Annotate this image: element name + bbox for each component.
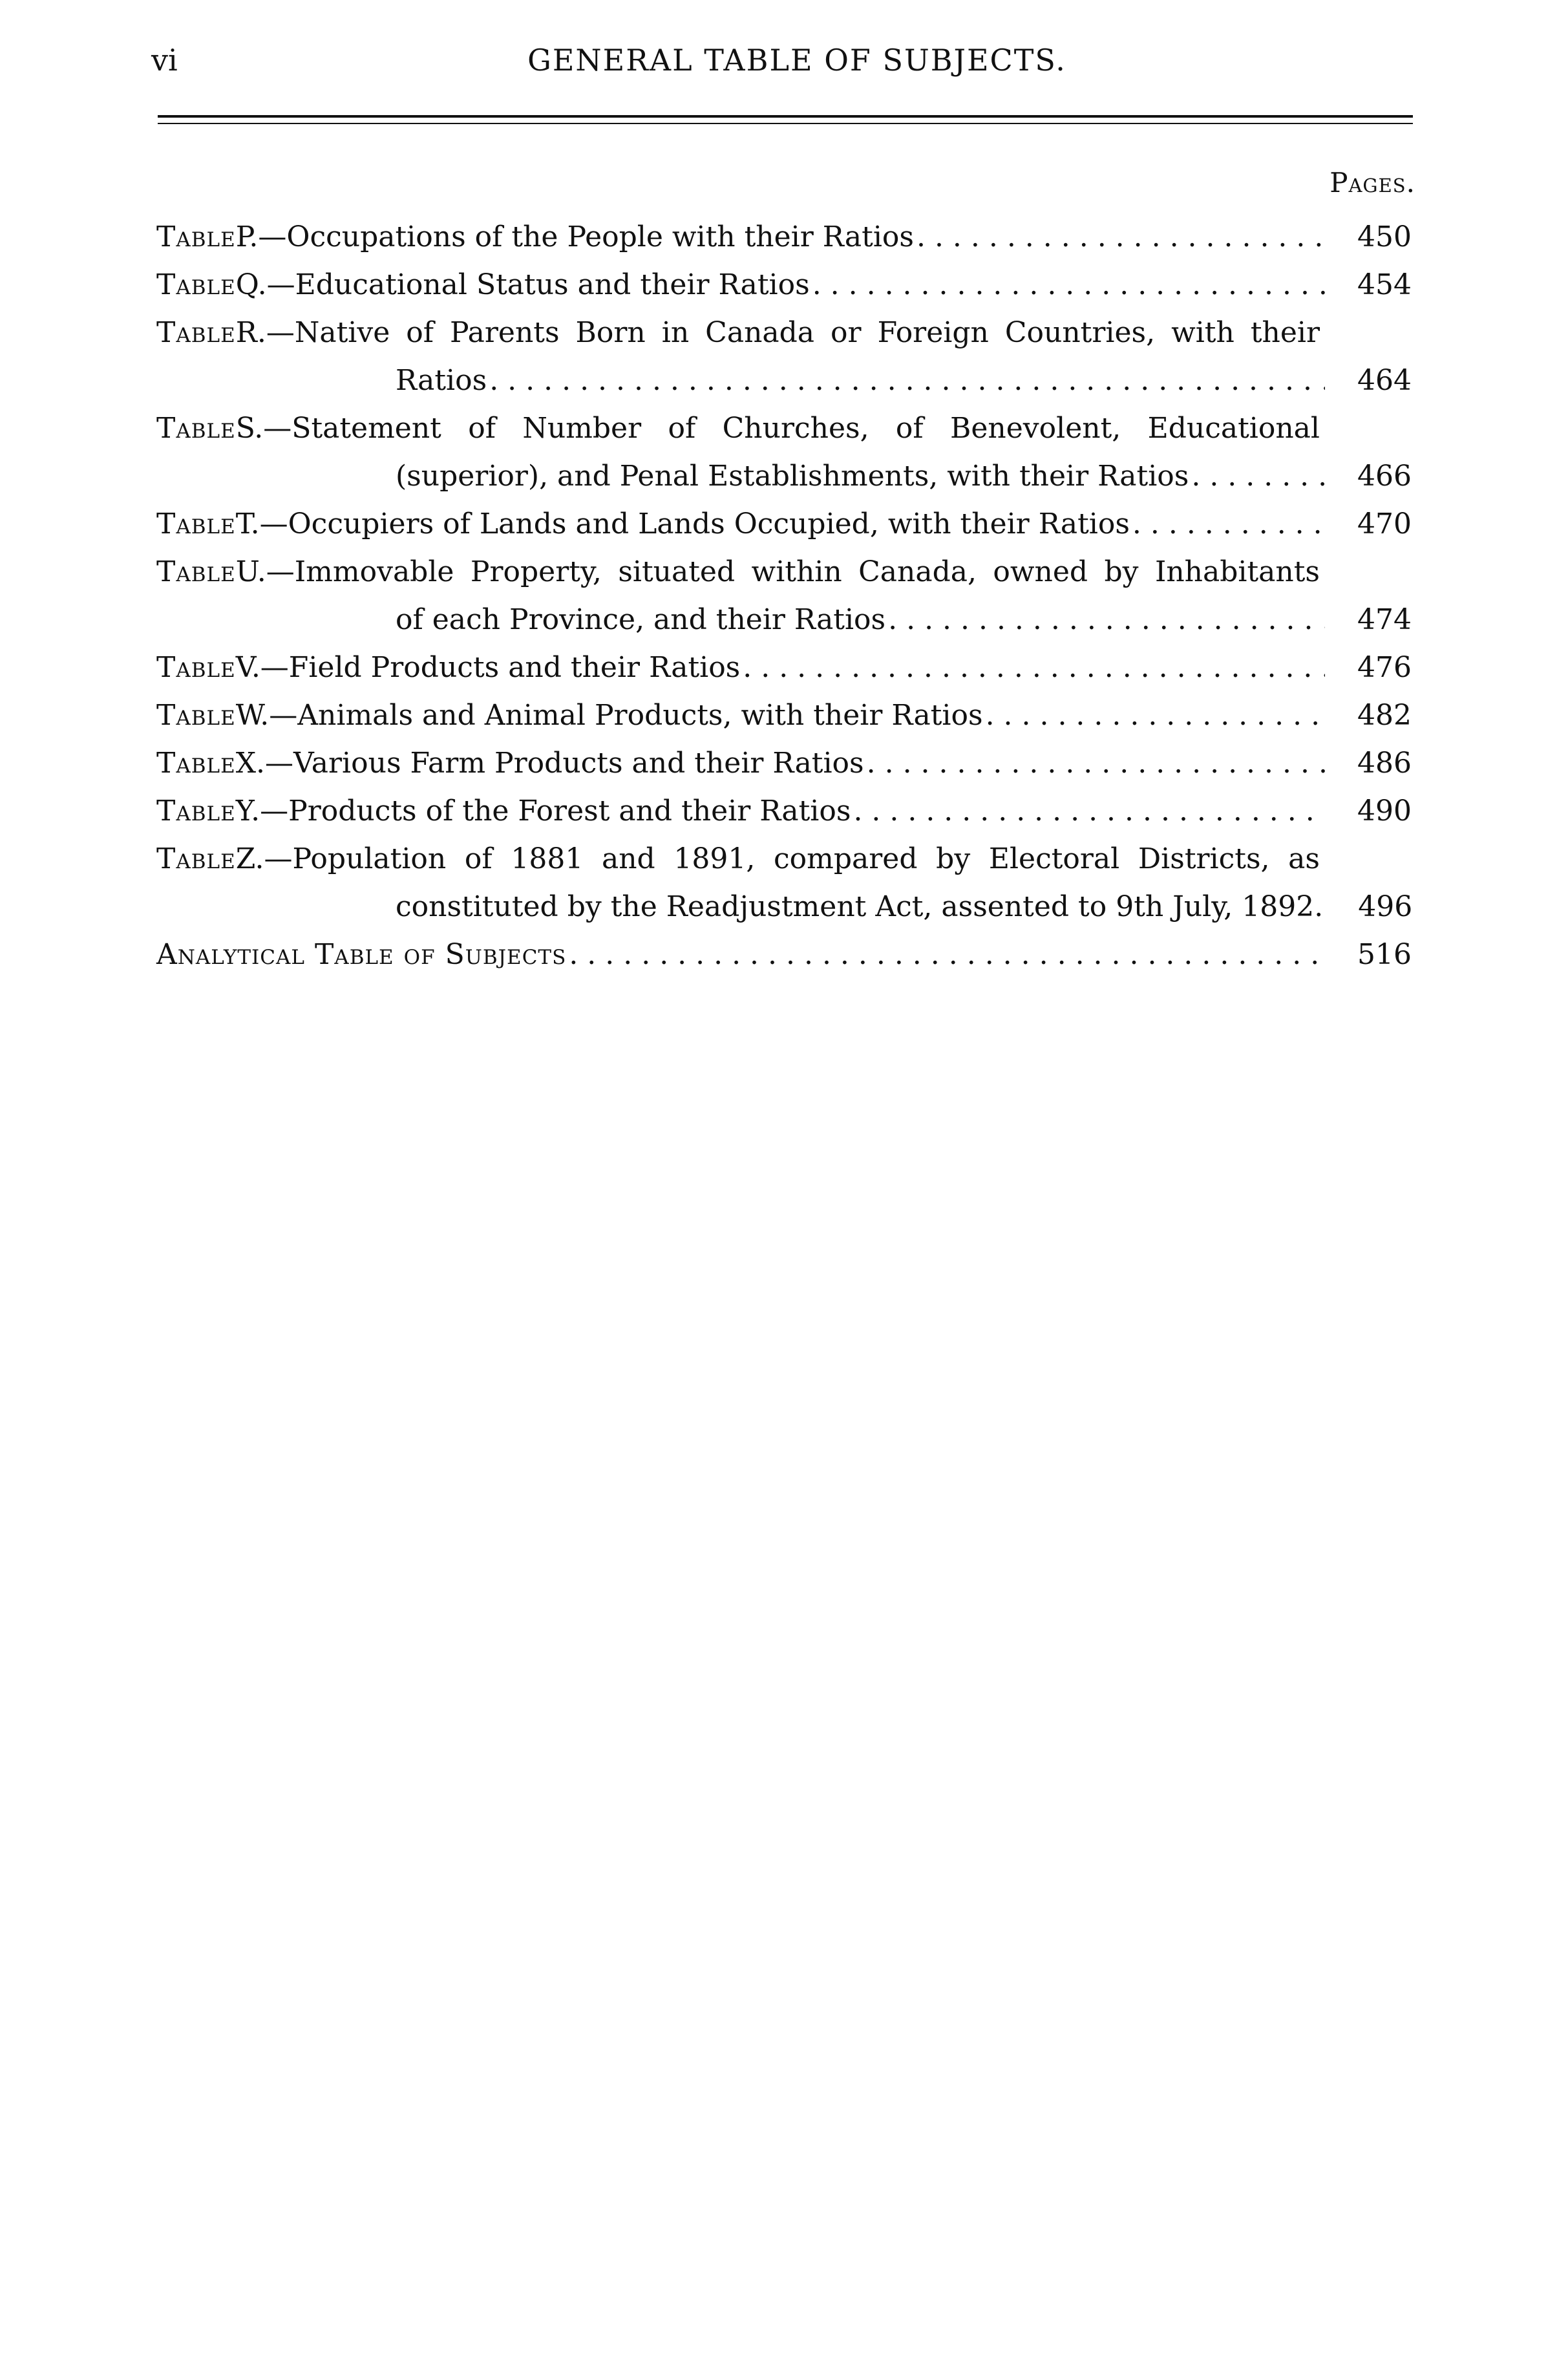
toc-entry-label: Table [156, 699, 236, 732]
toc-entry-title: Z.—Population of 1881 and 1891, compared by Electoral Districts, as [235, 842, 1320, 875]
header-rule-thin [158, 123, 1413, 124]
dot-leader [888, 596, 1325, 644]
toc-entry-title: (superior), and Penal Establishments, with their Ratios [396, 460, 1189, 493]
toc-page-number: 476 [1357, 651, 1412, 684]
toc-entry-line [156, 213, 1412, 261]
toc-entry-title: Ratios [396, 364, 487, 397]
toc-entry-title: Y.—Products of the Forest and their Ratios [235, 795, 851, 828]
toc-entry [156, 644, 1412, 692]
toc-entry-label: Table [156, 412, 236, 445]
toc-entry-line [156, 740, 1412, 787]
toc-entry-label: Table [156, 651, 236, 684]
toc-entry-label: Table [156, 555, 236, 588]
toc-entry-line [156, 309, 1320, 357]
toc-entry [156, 405, 1412, 500]
toc-entry [156, 309, 1412, 405]
header-rule-thick [158, 115, 1413, 118]
toc-page-number: 474 [1357, 603, 1412, 636]
toc-entry-title: R.—Native of Parents Born in Canada or Foreign Countries, with their [235, 316, 1320, 349]
toc-entry-line [156, 500, 1412, 548]
toc-entry [156, 740, 1412, 787]
toc-entry-line [156, 548, 1320, 596]
toc-entry [156, 500, 1412, 548]
running-head: GENERAL TABLE OF SUBJECTS. [527, 43, 1066, 78]
dot-leader [867, 740, 1325, 787]
toc-entry-label: Table [156, 316, 236, 349]
toc-entry-title: P.—Occupations of the People with their Ratios [235, 220, 914, 253]
toc-entry-line [156, 405, 1320, 453]
toc-entry-title: U.—Immovable Property, situated within Canada, owned by Inhabitants [235, 555, 1320, 588]
toc-page-number: 464 [1357, 364, 1412, 397]
toc-page-number: 454 [1357, 268, 1412, 301]
toc-entry [156, 692, 1412, 740]
toc-entry-line [156, 644, 1412, 692]
toc-entry [156, 213, 1412, 261]
toc-entry-label: Table [156, 268, 236, 301]
dot-leader [986, 692, 1325, 740]
page-number: vi [151, 43, 178, 78]
toc-entry-line [156, 453, 1412, 500]
toc-entry-label: Table [156, 842, 236, 875]
toc-entry-line [156, 931, 1412, 979]
dot-leader [1132, 500, 1325, 548]
toc-entry-label: Table [156, 507, 236, 540]
toc-entry-title: S.—Statement of Number of Churches, of Benevolent, Educational [235, 412, 1320, 445]
toc-entry-line [156, 357, 1412, 405]
toc-entry-title: of each Province, and their Ratios [396, 603, 886, 636]
dot-leader [743, 644, 1325, 692]
dot-leader [489, 357, 1325, 405]
dot-leader [853, 787, 1325, 835]
toc-page-number: 470 [1357, 507, 1412, 540]
pages-column-header: Pages. [1330, 167, 1415, 198]
toc-entry-title: W.—Animals and Animal Products, with their Ratios [235, 699, 983, 732]
toc-entry [156, 261, 1412, 309]
toc-entry-line [156, 261, 1412, 309]
toc-entry [156, 787, 1412, 835]
toc-page-number: 466 [1357, 460, 1412, 493]
toc-page-number: 496 [1358, 890, 1413, 923]
toc-entry-line [156, 883, 1412, 931]
dot-leader [569, 931, 1325, 979]
toc-entry-title: Q.—Educational Status and their Ratios [235, 268, 810, 301]
toc-entry-title: T.—Occupiers of Lands and Lands Occupied, with their Ratios [235, 507, 1130, 540]
dot-leader [1191, 453, 1325, 500]
dot-leader [812, 261, 1325, 309]
toc-entry-label: Table [156, 795, 236, 828]
toc-entry-line [156, 835, 1320, 883]
toc-page-number: 482 [1357, 699, 1412, 732]
toc-page-number: 516 [1357, 938, 1412, 971]
toc-entry-line [156, 596, 1412, 644]
toc-page-number: 450 [1357, 220, 1412, 253]
toc-entry [156, 931, 1412, 979]
toc-entry [156, 548, 1412, 644]
toc-page-number: 490 [1357, 795, 1412, 828]
toc-entry [156, 835, 1412, 931]
dot-leader [916, 213, 1325, 261]
toc-entry-label: Analytical Table of Subjects [156, 938, 567, 971]
toc-entry-title: V.—Field Products and their Ratios [235, 651, 741, 684]
table-of-contents [156, 213, 1412, 979]
toc-page-number: 486 [1357, 747, 1412, 780]
toc-entry-title: X.—Various Farm Products and their Ratios [235, 747, 864, 780]
toc-entry-label: Table [156, 747, 236, 780]
toc-entry-label: Table [156, 220, 236, 253]
toc-entry-line [156, 692, 1412, 740]
toc-entry-title: constituted by the Readjustment Act, assented to 9th July, 1892. [396, 890, 1324, 923]
toc-entry-line [156, 787, 1412, 835]
